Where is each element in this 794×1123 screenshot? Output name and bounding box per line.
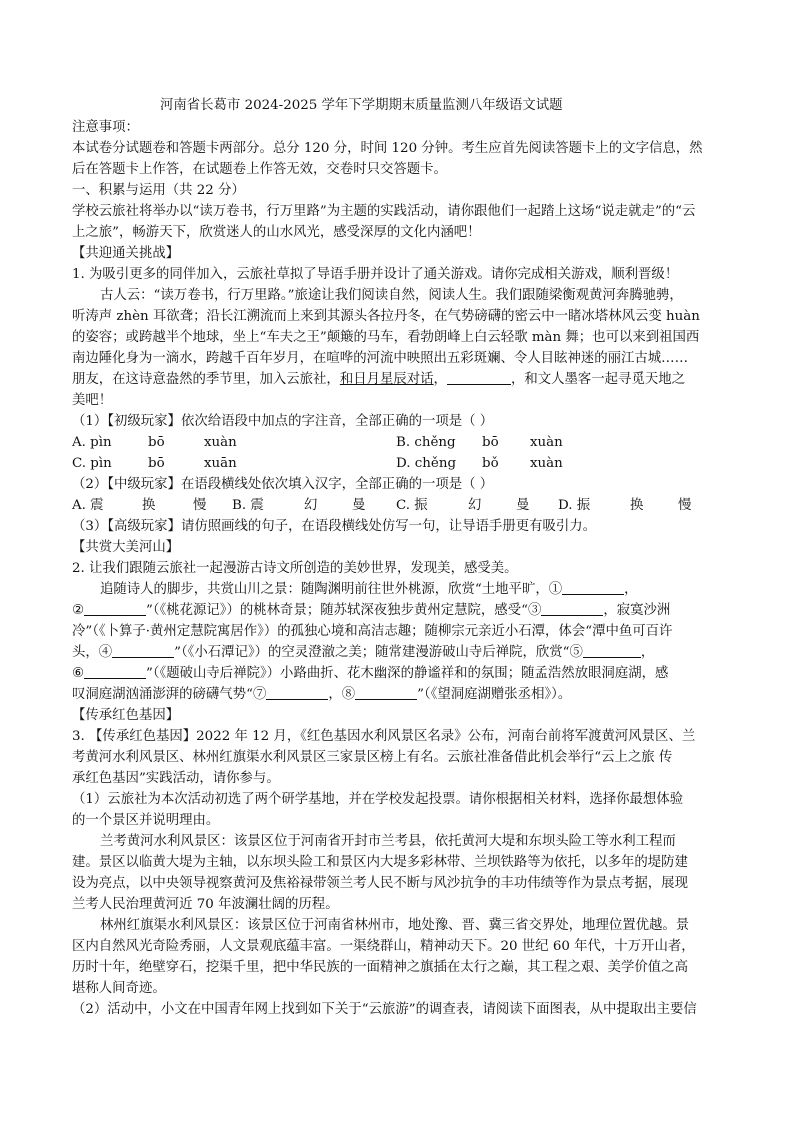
notice-heading: 注意事项：: [72, 120, 139, 135]
material-line: 兰考人民治理黄河近 70 年波澜壮阔的历程。: [72, 897, 339, 912]
passage-text: ”（《桃花源记》）的桃林奇景；随苏轼深夜独步黄州定慧院，感受“: [146, 603, 528, 618]
material-line: 历时十年，绝壁穿石，挖渠千里，把中华民族的一面精神之旗插在太行之巅，其工程之艰、美学价值之高: [72, 960, 688, 975]
sub-question: （1）云旅社为本次活动初选了两个研学基地，并在学校发起投票。请你根据相关材料，选择你最想体验: [72, 792, 684, 807]
passage-line: 的姿容；或跨越半个地球，坐上“车夫之王”颠簸的马车，看勃朗峰上白云轻歌 màn 舞；也可以来到祖国西: [72, 330, 700, 345]
option-b-item: 曼: [352, 498, 366, 513]
passage-line: [72, 369, 722, 390]
passage-line: [72, 684, 722, 705]
passage-line: [100, 579, 722, 600]
blank-marker: ⑧: [341, 687, 356, 702]
question-3: 承红色基因”实践活动，请你参与。: [72, 771, 280, 786]
material-line: 区内自然风光奇险秀丽，人文景观底蕴丰富。一渠绕群山，精神动天下。20 世纪 60 年代，十万开山者，: [72, 939, 695, 954]
answer-blank[interactable]: [447, 370, 511, 385]
material-line: 堪称人间奇迹。: [72, 981, 166, 996]
material-line: 建。景区以临黄大堤为主轴，以东坝头险工和景区内大堤多彩林带、兰坝铁路等为依托，以多年的堤防建: [72, 855, 688, 870]
sub-question: 的一个景区并说明理由。: [72, 813, 220, 828]
option-b-item: 幻: [304, 498, 318, 513]
option-a-item: 慢: [193, 498, 207, 513]
material-line: 设为亮点，以中央领导视察黄河及焦裕禄带领兰考人民不断与风沙抗争的丰功伟绩等作为景点考据，展现: [72, 876, 688, 891]
sub-question: （3）【高级玩家】请仿照画线的句子，在语段横线处仿写一句，让导语手册更有吸引力。: [72, 519, 597, 534]
passage-text: ”（《题破山寺后禅院》）小路曲折、花木幽深的静谧祥和的氛围；随孟浩然放眼洞庭湖，感: [146, 666, 669, 681]
option-c[interactable]: C. 振: [396, 498, 428, 513]
sub-question: （1）【初级玩家】依次给语段中加点的字注音，全部正确的一项是（ ）: [72, 414, 494, 429]
intro-line: 学校云旅社将举办以“读万卷书，行万里路”为主题的实践活动，请你跟他们一起踏上这场“说走就走”的“云: [72, 204, 696, 219]
passage-text: 头，: [72, 645, 99, 660]
subsection-heading: 【共迎通关挑战】: [72, 246, 180, 261]
passage-text: ，: [640, 645, 655, 660]
sub-question: （2）活动中，小文在中国青年网上找到如下关于“云旅游”的调查表，请阅读下面图表，从中提取出主要信: [72, 1002, 697, 1017]
blank-marker: ⑦: [252, 687, 267, 702]
answer-blank-6[interactable]: [84, 664, 146, 679]
passage-line: [72, 600, 722, 621]
option-d[interactable]: D. 振: [558, 498, 591, 513]
notice-line: 本试卷分试题卷和答题卡两部分。总分 120 分，时间 120 分钟。考生应首先阅读答题卡上的文字信息，然: [72, 141, 703, 156]
intro-line: 上之旅”，畅游天下，欣赏迷人的山水风光，感受深厚的文化内涵吧！: [72, 225, 481, 240]
answer-blank-7[interactable]: [266, 685, 328, 700]
question-2: 2. 让我们跟随云旅社一起漫游古诗文所创造的美妙世界，发现美，感受美。: [72, 561, 518, 576]
option-d-item: xuàn: [530, 456, 563, 471]
option-b[interactable]: B. 震: [232, 498, 264, 513]
blank-marker: ①: [548, 582, 563, 597]
sub-question: （2）【中级玩家】在语段横线处依次填入汉字，全部正确的一项是（ ）: [72, 477, 494, 492]
passage-line: 听涛声 zhèn 耳欲聋；沿长江溯流而上来到其源头各拉丹冬，在气势磅礴的密云中一睹冰塔林风云变 huàn: [72, 309, 700, 324]
option-b[interactable]: B. chěng: [396, 435, 456, 450]
subsection-heading: 【传承红色基因】: [72, 708, 180, 723]
question-1: 1. 为吸引更多的同伴加入，云旅社草拟了导语手册并设计了通关游戏。请你完成相关游戏，顺利晋级！: [72, 267, 679, 282]
option-d-item: 慢: [678, 498, 692, 513]
answer-blank-8[interactable]: [355, 685, 417, 700]
passage-text: 叹洞庭湖汹涌澎湃的磅礴气势“: [72, 687, 253, 702]
option-c-item: 幻: [468, 498, 482, 513]
passage-line: [72, 642, 722, 663]
option-c[interactable]: C. pìn: [72, 456, 112, 471]
notice-line: 后在答题卡上作答，在试题卷上作答无效，交卷时只交答题卡。: [72, 162, 447, 177]
option-a[interactable]: A. pìn: [72, 435, 112, 450]
passage-text: 追随诗人的脚步，共赏山川之景：随陶渊明前往世外桃源，欣赏“土地平旷，: [100, 582, 549, 597]
option-a[interactable]: A. 震: [72, 498, 104, 513]
passage-line: 美吧！: [72, 393, 113, 408]
blank-marker: ④: [98, 645, 113, 660]
material-line: 兰考黄河水利风景区：该景区位于河南省开封市兰考县，依托黄河大堤和东坝头险工等水利工程而: [100, 834, 676, 849]
option-a-item: 换: [142, 498, 156, 513]
answer-blank-2[interactable]: [84, 601, 146, 616]
blank-marker: ⑥: [72, 666, 85, 681]
option-d-item: 换: [630, 498, 644, 513]
passage-text: ，: [624, 582, 638, 597]
option-d[interactable]: D. chěng: [396, 456, 457, 471]
material-line: 林州红旗渠水利风景区：该景区位于河南省林州市，地处豫、晋、冀三省交界处，地理位置优越。景: [100, 918, 690, 933]
passage-line: [72, 663, 722, 684]
blank-marker: ③: [527, 603, 542, 618]
option-b-item: xuàn: [530, 435, 563, 450]
option-a-item: bō: [148, 435, 165, 450]
passage-line: 冷”（《卜算子·黄州定慧院寓居作》）的孤独心境和高洁志趣；随柳宗元亲近小石潭，体会“潭中鱼可百许: [72, 624, 673, 639]
passage-text: ，和文人墨客一起寻觅天地之: [510, 372, 686, 387]
question-3: 考黄河水利风景区、林州红旗渠水利风景区三家景区榜上有名。云旅社准备借此机会举行“云上之旅 传: [72, 750, 673, 765]
passage-text: ”（《小石潭记》）的空灵澄澈之美；随常建漫游破山寺后禅院，欣赏“: [174, 645, 570, 660]
option-c-item: 曼: [516, 498, 530, 513]
answer-blank-1[interactable]: [562, 580, 624, 595]
passage-text: ，: [328, 687, 342, 702]
option-c-item: bō: [148, 456, 165, 471]
answer-blank-5[interactable]: [583, 643, 641, 658]
passage-text: ，: [433, 372, 447, 387]
option-c-item: xuān: [204, 456, 237, 471]
subsection-heading: 【共赏大美河山】: [72, 540, 180, 555]
exam-title: 河南省长葛市 2024-2025 学年下学期期末质量监测八年级语文试题: [160, 98, 563, 113]
option-a-item: xuàn: [204, 435, 237, 450]
answer-blank-3[interactable]: [541, 601, 603, 616]
answer-blank-4[interactable]: [112, 643, 174, 658]
passage-line: 南边陲化身为一滴水，跨越千百年岁月，在喧哗的河流中映照出五彩斑斓、令人目眩神迷的丽江古城……: [72, 351, 688, 366]
blank-marker: ⑤: [569, 645, 583, 660]
underlined-sentence: 和日月星辰对话: [339, 372, 434, 387]
option-b-item: bō: [482, 435, 499, 450]
blank-marker: ②: [72, 603, 85, 618]
passage-text: ”（《望洞庭湖赠张丞相》）。: [417, 687, 572, 702]
passage-text: ，寂寞沙洲: [603, 603, 671, 618]
section-heading: 一、积累与运用（共 22 分）: [72, 183, 245, 198]
passage-text: 朋友，在这诗意盎然的季节里，加入云旅社，: [72, 372, 340, 387]
question-3: 3. 【传承红色基因】2022 年 12 月，《红色基因水利风景区名录》公布，河南台前将军渡黄河风景区、兰: [72, 729, 696, 744]
option-d-item: bǒ: [482, 456, 499, 471]
passage-line: 古人云：“读万卷书，行万里路。”旅途让我们阅读自然，阅读人生。我们跟随梁衡观黄河奔腾驰骋，: [100, 288, 683, 303]
